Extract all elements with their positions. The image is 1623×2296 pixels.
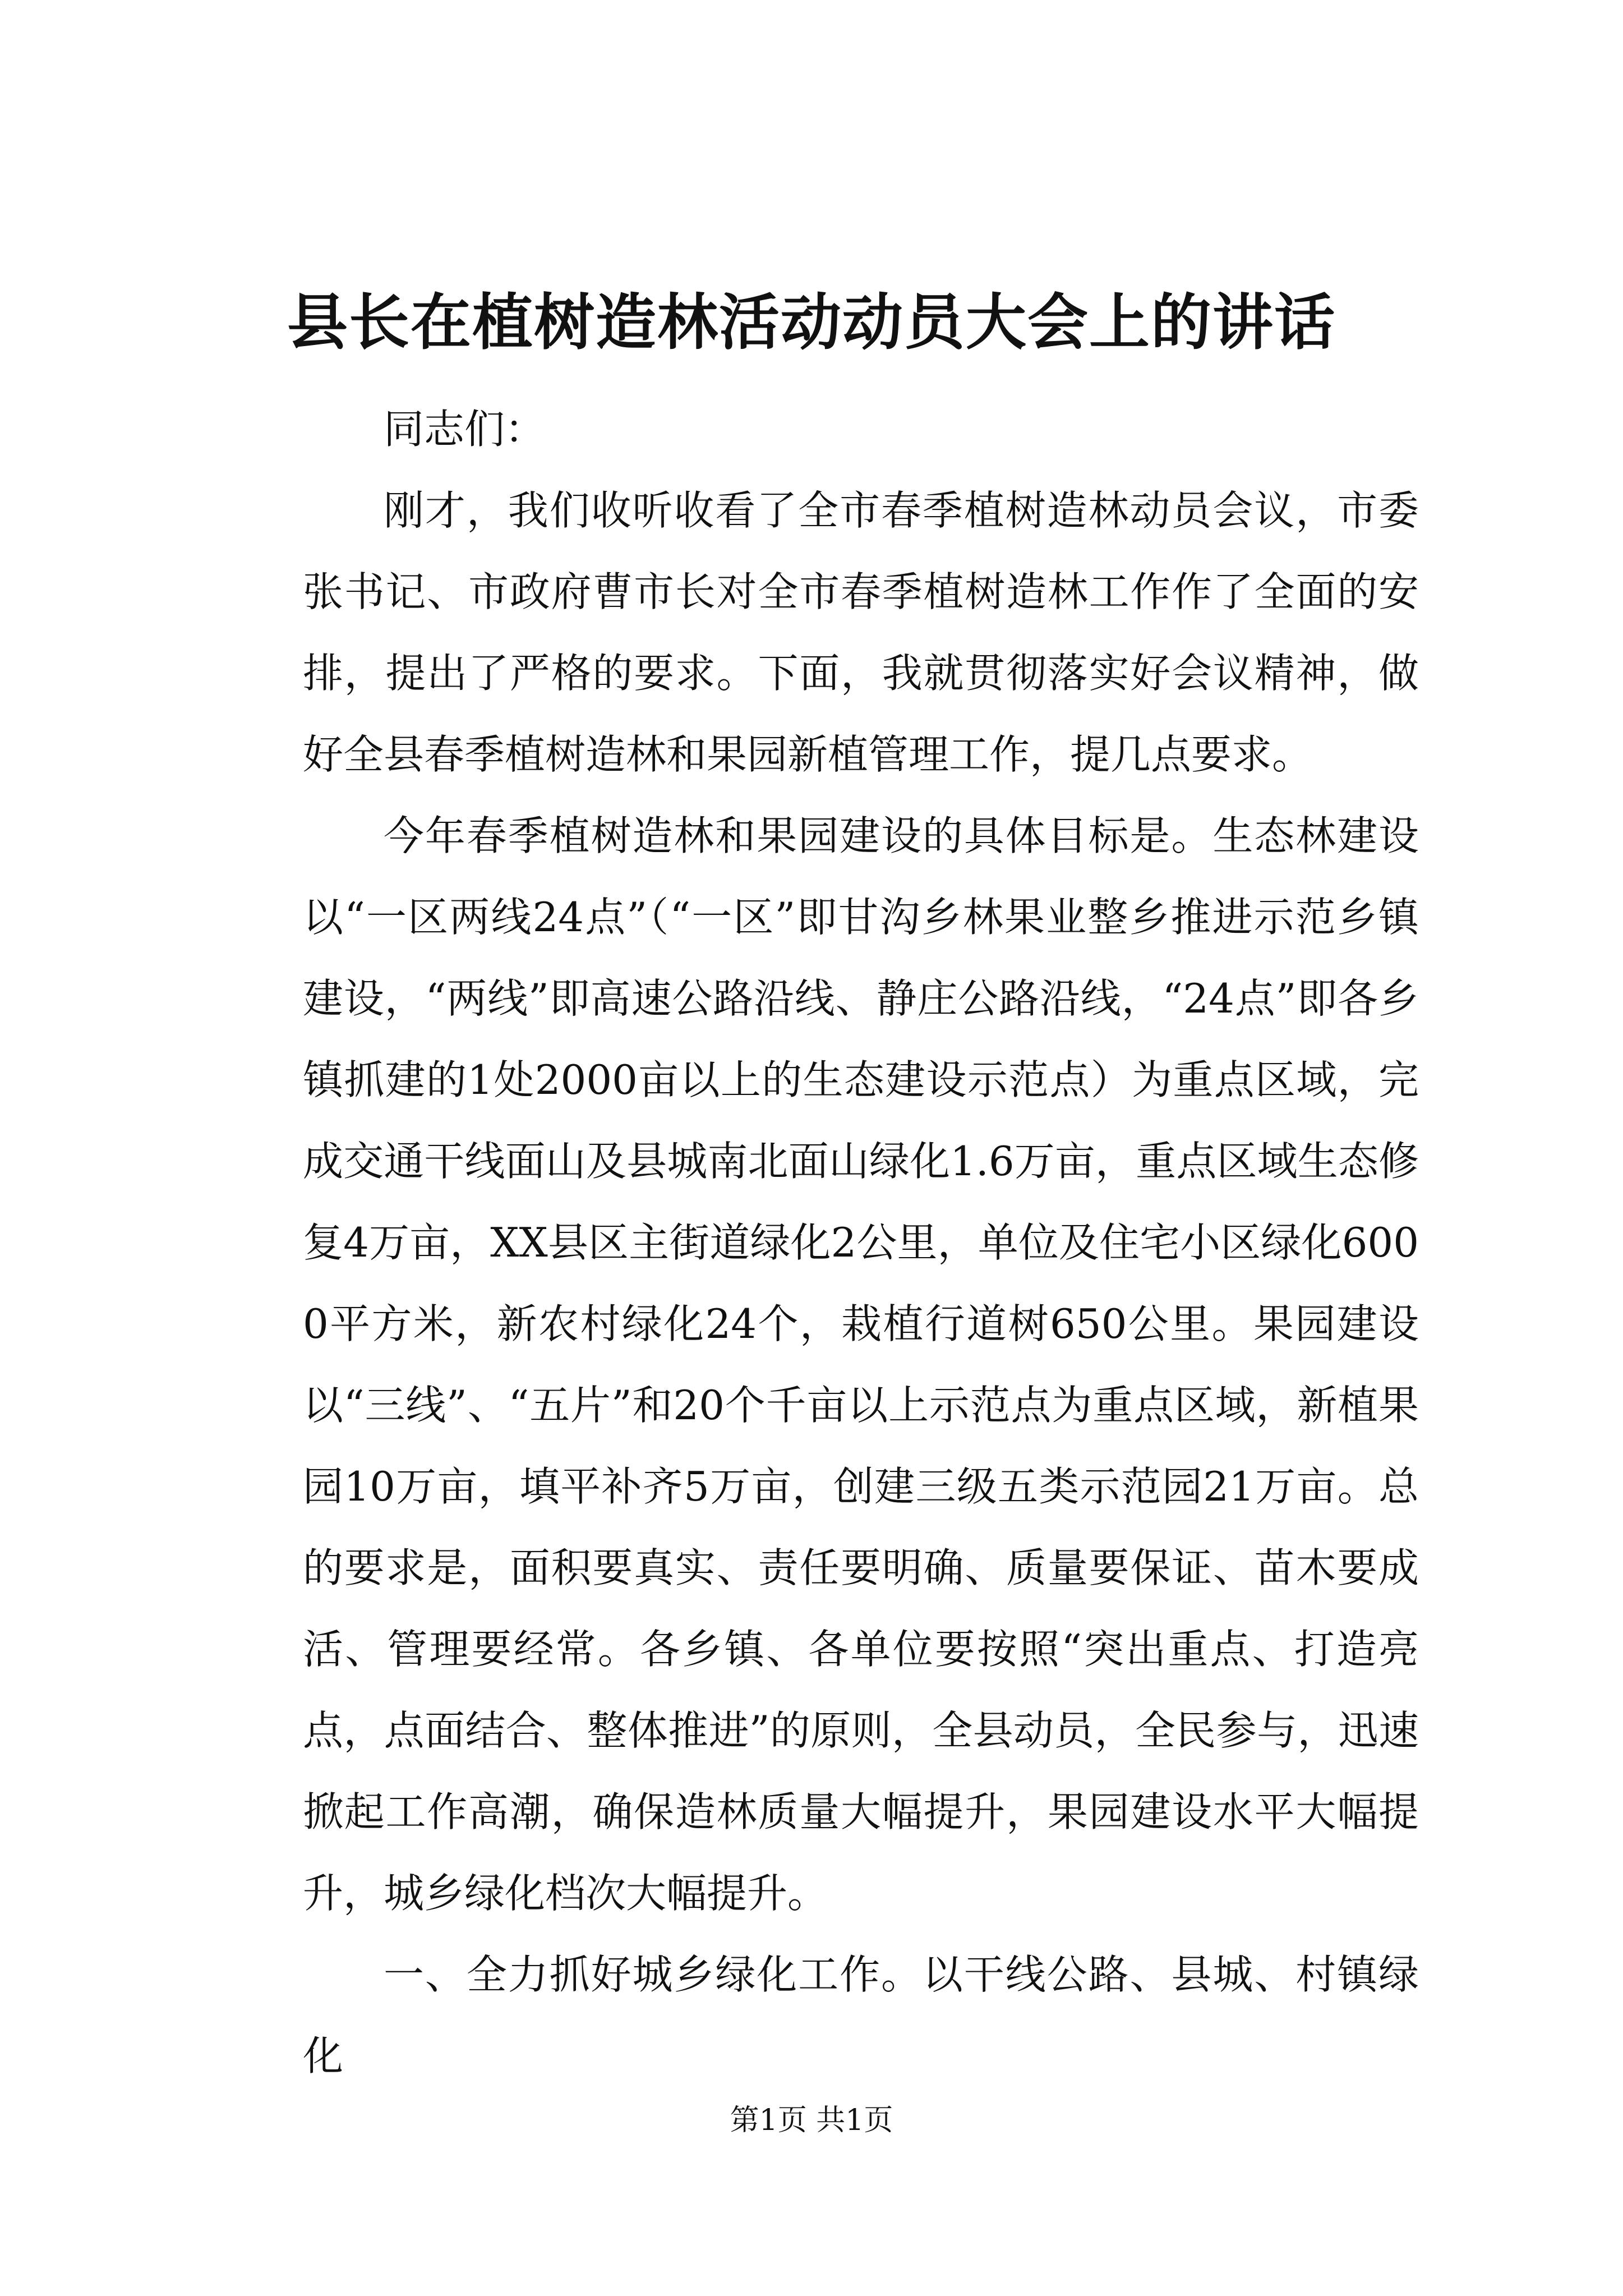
body-paragraph-goals: 今年春季植树造林和果园建设的具体目标是。生态林建设以“一区两线24点”（“一区”即甘沟乡林果业整乡推进示范乡镇建设，“两线”即高速公路沿线、静庄公路沿线，“24点”即各乡镇抓建的1处2000亩以上的生态建设示范点）为重点区域，完成交通干线面山及县城南北面山绿化1.6万亩，重点区域生态修复4万亩，XX县区主街道绿化2公里，单位及住宅小区绿化6000平方米，新农村绿化24个，栽植行道树650公里。果园建设以“三线”、“五片”和20个千亩以上示范点为重点区域，新植果园10万亩，填平补齐5万亩，创建三级五类示范园21万亩。总的要求是，面积要真实、责任要明确、质量要保证、苗木要成活、管理要经常。各乡镇、各单位要按照“突出重点、打造亮点，点面结合、整体推进”的原则，全县动员，全民参与，迅速掀起工作高潮，确保造林质量大幅提升，果园建设水平大幅提升，城乡绿化档次大幅提升。 bbox=[303, 812, 1419, 1917]
salutation-paragraph: 同志们： bbox=[384, 406, 546, 453]
page-number-footer: 第1页 共1页 bbox=[730, 2104, 893, 2137]
document-body bbox=[303, 389, 1419, 2097]
body-paragraph-intro: 刚才，我们收听收看了全市春季植树造林动员会议，市委张书记、市政府曹市长对全市春季植树造林工作作了全面的安排，提出了严格的要求。下面，我就贯彻落实好会议精神，做好全县春季植树造林和果园新植管理工作，提几点要求。 bbox=[303, 487, 1419, 778]
body-paragraph-section-one: 一、全力抓好城乡绿化工作。以干线公路、县城、村镇绿化 bbox=[303, 1951, 1419, 2079]
document-title: 县长在植树造林活动动员大会上的讲话 bbox=[287, 287, 1336, 358]
